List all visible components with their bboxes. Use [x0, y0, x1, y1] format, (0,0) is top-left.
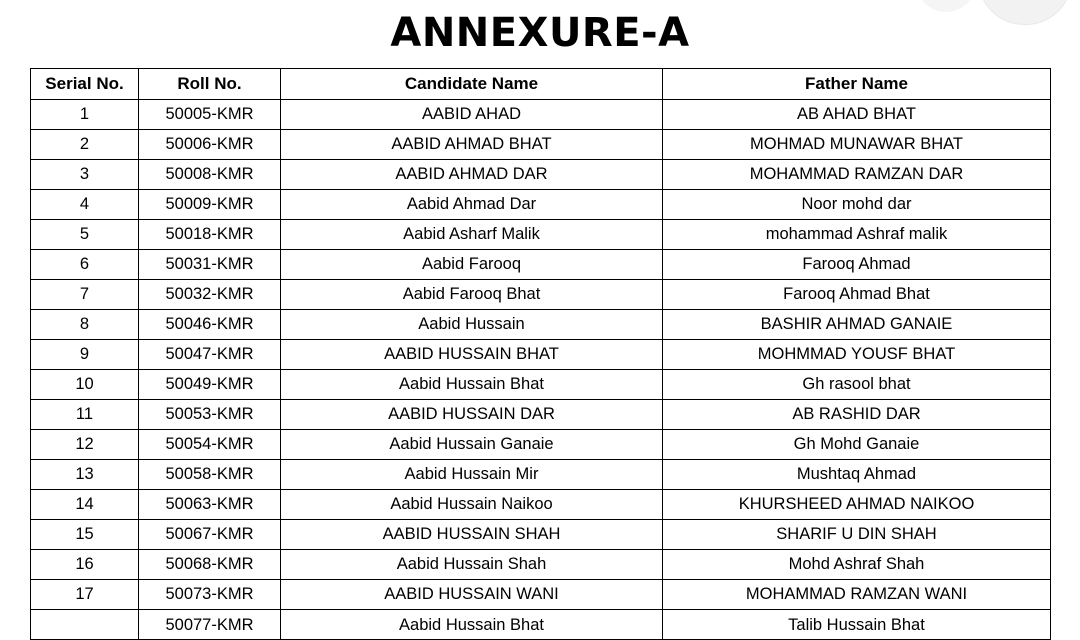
cell-candidate-name: AABID HUSSAIN BHAT	[281, 340, 663, 370]
cell-serial-no: 1	[31, 100, 139, 130]
cell-serial-no: 2	[31, 130, 139, 160]
table-row	[31, 310, 1051, 340]
cell-father-name: AB AHAD BHAT	[663, 100, 1051, 130]
cell-serial-no: 14	[31, 490, 139, 520]
cell-father-name: Mohd Ashraf Shah	[663, 550, 1051, 580]
cell-serial-no: 7	[31, 280, 139, 310]
cell-roll-no: 50077-KMR	[139, 610, 281, 640]
cell-serial-no: 15	[31, 520, 139, 550]
cell-father-name: Gh Mohd Ganaie	[663, 430, 1051, 460]
page-title: ANNEXURE-A	[390, 10, 690, 56]
cell-candidate-name: AABID HUSSAIN WANI	[281, 580, 663, 610]
table-row	[31, 220, 1051, 250]
cell-serial-no: 9	[31, 340, 139, 370]
cell-candidate-name: AABID HUSSAIN SHAH	[281, 520, 663, 550]
cell-candidate-name: Aabid Farooq	[281, 250, 663, 280]
cell-father-name: Farooq Ahmad Bhat	[663, 280, 1051, 310]
cell-serial-no: 3	[31, 160, 139, 190]
table-row	[31, 340, 1051, 370]
cell-father-name: MOHMAD MUNAWAR BHAT	[663, 130, 1051, 160]
cell-father-name: Farooq Ahmad	[663, 250, 1051, 280]
cell-father-name: MOHAMMAD RAMZAN DAR	[663, 160, 1051, 190]
cell-serial-no: 5	[31, 220, 139, 250]
table-row	[31, 520, 1051, 550]
cell-roll-no: 50031-KMR	[139, 250, 281, 280]
column-header-serial-no: Serial No.	[31, 69, 139, 100]
cell-father-name: Gh rasool bhat	[663, 370, 1051, 400]
cell-roll-no: 50063-KMR	[139, 490, 281, 520]
cell-candidate-name: Aabid Hussain Bhat	[281, 370, 663, 400]
table-row	[31, 550, 1051, 580]
cell-serial-no: 12	[31, 430, 139, 460]
cell-roll-no: 50009-KMR	[139, 190, 281, 220]
cell-candidate-name: Aabid Hussain Naikoo	[281, 490, 663, 520]
cell-candidate-name: Aabid Hussain Bhat	[281, 610, 663, 640]
cell-roll-no: 50067-KMR	[139, 520, 281, 550]
cell-candidate-name: Aabid Hussain	[281, 310, 663, 340]
cell-father-name: SHARIF U DIN SHAH	[663, 520, 1051, 550]
cell-father-name: mohammad Ashraf malik	[663, 220, 1051, 250]
candidates-table	[30, 68, 1051, 640]
table-row	[31, 370, 1051, 400]
cell-candidate-name: AABID AHMAD DAR	[281, 160, 663, 190]
cell-serial-no: 17	[31, 580, 139, 610]
cell-roll-no: 50006-KMR	[139, 130, 281, 160]
cell-roll-no: 50053-KMR	[139, 400, 281, 430]
cell-serial-no: 4	[31, 190, 139, 220]
column-header-candidate-name: Candidate Name	[281, 69, 663, 100]
cell-roll-no: 50005-KMR	[139, 100, 281, 130]
cell-roll-no: 50018-KMR	[139, 220, 281, 250]
column-header-father-name: Father Name	[663, 69, 1051, 100]
cell-roll-no: 50058-KMR	[139, 460, 281, 490]
table-row	[31, 190, 1051, 220]
cell-serial-no: 11	[31, 400, 139, 430]
cell-serial-no: 10	[31, 370, 139, 400]
cell-father-name: MOHAMMAD RAMZAN WANI	[663, 580, 1051, 610]
cell-roll-no: 50047-KMR	[139, 340, 281, 370]
cell-roll-no: 50008-KMR	[139, 160, 281, 190]
cell-father-name: KHURSHEED AHMAD NAIKOO	[663, 490, 1051, 520]
cell-candidate-name: AABID HUSSAIN DAR	[281, 400, 663, 430]
cell-father-name: BASHIR AHMAD GANAIE	[663, 310, 1051, 340]
cell-candidate-name: Aabid Ahmad Dar	[281, 190, 663, 220]
cell-roll-no: 50032-KMR	[139, 280, 281, 310]
cell-candidate-name: Aabid Hussain Shah	[281, 550, 663, 580]
table-header-row	[31, 69, 1051, 100]
table-row	[31, 430, 1051, 460]
table-row	[31, 400, 1051, 430]
table-row	[31, 250, 1051, 280]
cell-father-name: AB RASHID DAR	[663, 400, 1051, 430]
table-row	[31, 130, 1051, 160]
cell-father-name: MOHMMAD YOUSF BHAT	[663, 340, 1051, 370]
table-row	[31, 580, 1051, 610]
column-header-roll-no: Roll No.	[139, 69, 281, 100]
candidates-table-container	[0, 68, 1080, 640]
table-row	[31, 280, 1051, 310]
cell-roll-no: 50073-KMR	[139, 580, 281, 610]
cell-father-name: Mushtaq Ahmad	[663, 460, 1051, 490]
cell-father-name: Talib Hussain Bhat	[663, 610, 1051, 640]
cell-roll-no: 50046-KMR	[139, 310, 281, 340]
cell-candidate-name: Aabid Hussain Mir	[281, 460, 663, 490]
table-row	[31, 490, 1051, 520]
cell-candidate-name: Aabid Hussain Ganaie	[281, 430, 663, 460]
table-body	[31, 100, 1051, 640]
table-row	[31, 460, 1051, 490]
cell-candidate-name: AABID AHMAD BHAT	[281, 130, 663, 160]
cell-serial-no: 16	[31, 550, 139, 580]
cell-candidate-name: Aabid Farooq Bhat	[281, 280, 663, 310]
cell-roll-no: 50049-KMR	[139, 370, 281, 400]
cell-candidate-name: AABID AHAD	[281, 100, 663, 130]
cell-father-name: Noor mohd dar	[663, 190, 1051, 220]
table-row-clipped	[31, 610, 1051, 640]
table-row	[31, 100, 1051, 130]
cell-roll-no: 50068-KMR	[139, 550, 281, 580]
cell-serial-no: 13	[31, 460, 139, 490]
table-header	[31, 69, 1051, 100]
cell-roll-no: 50054-KMR	[139, 430, 281, 460]
table-row	[31, 160, 1051, 190]
cell-serial-no: 8	[31, 310, 139, 340]
cell-candidate-name: Aabid Asharf Malik	[281, 220, 663, 250]
cell-serial-no: 6	[31, 250, 139, 280]
cell-serial-no	[31, 610, 139, 640]
